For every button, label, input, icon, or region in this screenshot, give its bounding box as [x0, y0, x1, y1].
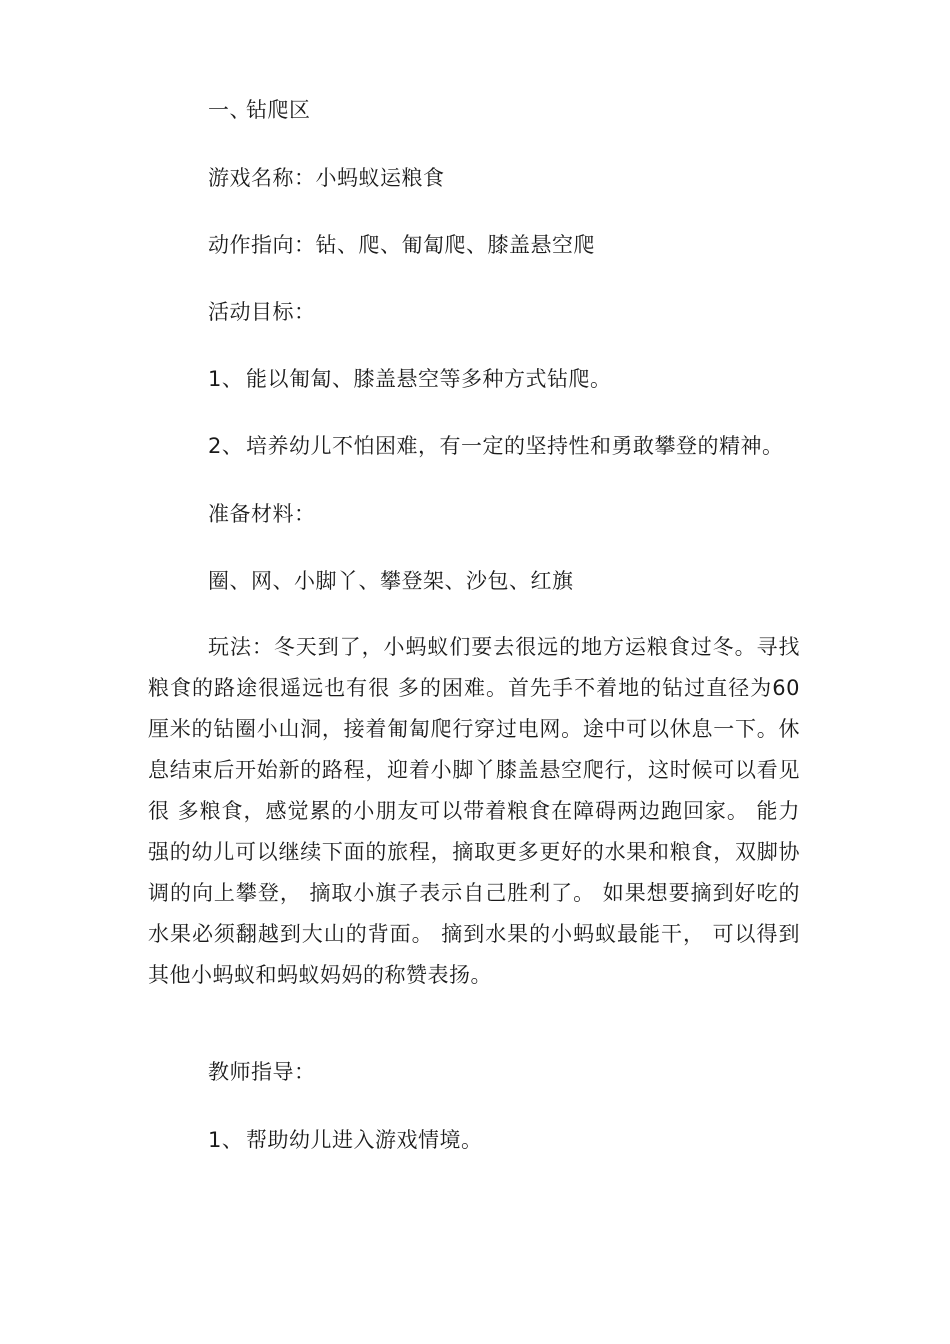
guidance-text: 帮助幼儿进入游戏情境。 [246, 1128, 483, 1152]
guidance-number: 1、 [208, 1128, 244, 1152]
materials-list: 圈、网、小脚丫、攀登架、沙包、红旗 [208, 569, 574, 593]
gameplay-paragraph: 玩法：冬天到了，小蚂蚁们要去很远的地方运粮食过冬。寻找粮食的路途很遥远也有很 多的困难。首先手不着地的钻过直径为60厘米的钻圈小山洞，接着匍匐爬行穿过电网。途中可以休息一下。休息结束后开始新的路程，迎着小脚丫膝盖悬空爬行，这时候可以看见很 多粮食，感觉累的小朋友可以带着粮食在障碍两边跑回家。 能力强的幼儿可以继续下面的旅程，摘取更多更好的水果和粮食，双脚协调的向上攀登， 摘取小旗子表示自己胜利了。 如果想要摘到好吃的水果必须翻越到大山的背面。 摘到水果的小蚂蚁最能干， 可以得到其他小蚂蚁和蚂蚁妈妈的称赞表扬。 [148, 635, 800, 987]
goal-number: 2、 [208, 434, 244, 458]
goal-text: 能以匍匐、膝盖悬空等多种方式钻爬。 [246, 367, 612, 391]
action-direction: 动作指向：钻、爬、匍匐爬、膝盖悬空爬 [208, 233, 595, 257]
goals-label: 活动目标： [208, 300, 316, 324]
goal-item-1 [208, 364, 612, 394]
game-name: 游戏名称：小蚂蚁运粮食 [208, 166, 445, 190]
goal-item-2 [208, 431, 784, 461]
teacher-guidance-label: 教师指导： [208, 1060, 316, 1084]
section-title: 钻爬区 [246, 98, 311, 122]
goal-text: 培养幼儿不怕困难，有一定的坚持性和勇敢攀登的精神。 [246, 434, 784, 458]
section-heading [208, 95, 311, 125]
section-number: 一、 [208, 98, 251, 122]
goal-number: 1、 [208, 367, 244, 391]
guidance-item-1 [208, 1125, 483, 1155]
materials-label: 准备材料： [208, 502, 316, 526]
